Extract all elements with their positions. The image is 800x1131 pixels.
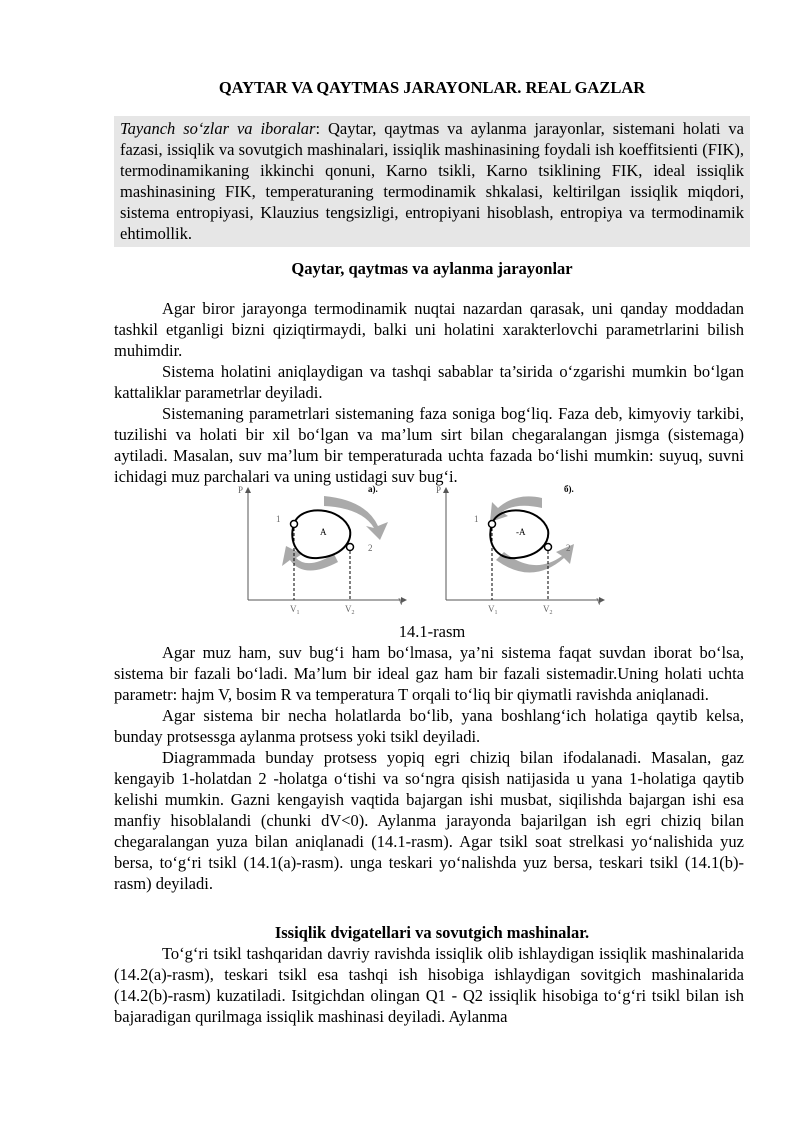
state-point: [347, 544, 354, 551]
section-heading-heat-engines: Issiqlik dvigatellari va sovutgich mashinalar.: [274, 923, 590, 942]
svg-text:V1: [290, 604, 300, 616]
p-axis-label: P: [436, 485, 442, 495]
section-heading-cycles: Qaytar, qaytmas va aylanma jarayonlar: [291, 259, 573, 278]
v1-subscript: 1: [494, 610, 498, 616]
section2-text: [114, 943, 744, 1027]
paragraph: To‘g‘ri tsikl tashqaridan davriy ravishda issiqlik olib ishlaydigan issiqlik mashinalarida (14.2(a)-rasm), teskari tsikl esa tashqi ish hisobiga ishlaydigan sovitgich mashinalarida (14.2(b)-rasm) kuzatiladi. Isitgichdan olingan Q1 - Q2 issiqlik hisobiga to‘g‘ri tsikl bilan ish bajaradigan qurilmaga issiqlik mashinasi deyiladi. Aylanma: [114, 944, 744, 1026]
counterclockwise-arrow-icon: [490, 496, 542, 522]
point-2-label: 2: [368, 543, 373, 553]
point-1-label: 1: [474, 514, 479, 524]
v1-label: V: [290, 604, 297, 614]
v-axis-label: V: [398, 597, 405, 607]
work-label: A: [320, 527, 327, 537]
paragraph: Agar biror jarayonga termodinamik nuqtai nazardan qarasak, uni qanday moddadan tashkil etganligi bizni qiziqtirmaydi, balki uni holatini xarakterlovchi parametrlarini bilish muhimdir.: [114, 299, 744, 360]
point-2-label: 2: [566, 543, 571, 553]
svg-text:V1: [488, 604, 498, 616]
state-point: [545, 544, 552, 551]
clockwise-arrow-icon: [324, 496, 388, 540]
p-axis-label: P: [238, 485, 244, 495]
paragraph: Agar muz ham, suv bug‘i ham bo‘lmasa, ya’ni sistema faqat suvdan iborat bo‘lsa, sistema bir fazali bo‘ladi. Ma’lum bir ideal gaz ham bir fazali sistemadir.Uning holati uchta parametr: hajm V, bosim R va temperatura T orqali to‘liq bir qiymatli ravishda aniqlanadi.: [114, 643, 744, 704]
figure-14-1: [238, 482, 628, 622]
svg-text:V2: [345, 604, 355, 616]
paragraph: Sistema holatini aniqlaydigan va tashqi sabablar ta’sirida o‘zgarishi mumkin bo‘lgan kattaliklar parametrlar deyiladi.: [114, 362, 744, 402]
paragraph: Diagrammada bunday protsess yopiq egri chiziq bilan ifodalanadi. Masalan, gaz kengayib 1-holatdan 2 -holatga o‘tishi va so‘ngra qisish natijasida u yana 1-holatiga qaytib kelishi mumkin. Gazni kengayish vaqtida bajargan ishi musbat, siqilishda bajargan ishi esa manfiy hisoblalandi (chunki dV<0). Aylanma jarayonda bajarilgan ish egri chiziq bilan chegaralangan yuza bilan aniqlanadi (14.1-rasm). Agar tsikl soat strelkasi yo‘nalishida yuz bersa, to‘g‘ri tsikl (14.1(a)-rasm). unga teskari yo‘nalishda yuz bersa, teskari tsikl (14.1(b)-rasm) deyiladi.: [114, 748, 744, 893]
panel-tag: a).: [368, 484, 378, 494]
document-title: QAYTAR VA QAYTMAS JARAYONLAR. REAL GAZLAR: [218, 78, 646, 97]
v1-subscript: 1: [296, 610, 300, 616]
work-label: -A: [516, 527, 526, 537]
panel-a: [238, 484, 406, 616]
section1-text: [114, 298, 744, 487]
pv-diagrams: [238, 482, 628, 622]
paragraph: Sistemaning parametrlari sistemaning faza soniga bog‘liq. Faza deb, kimyoviy tarkibi, tuzilishi va holati bir xil bo‘lgan va ma’lum sirt bilan chegaralangan jismga (sistemaga) aytiladi. Masalan, suv ma’lum bir temperaturada uchta fazada bo‘lishi mumkin: suyuq, suvni ichidagi muz parchalari va uning ustidagi suv bug‘i.: [114, 404, 744, 486]
v-axis-label: V: [596, 597, 603, 607]
keywords-label: Tayanch so‘zlar va iboralar: [120, 119, 316, 138]
point-1-label: 1: [276, 514, 281, 524]
v2-subscript: 2: [549, 610, 553, 616]
v2-label: V: [543, 604, 550, 614]
keywords-box: [114, 116, 750, 247]
v1-label: V: [488, 604, 495, 614]
state-point: [291, 521, 298, 528]
figure-caption: 14.1-rasm: [398, 622, 466, 641]
panel-tag: б).: [564, 484, 574, 494]
keywords-text: : Qaytar, qaytmas va aylanma jarayonlar, sistemani holati va fazasi, issiqlik va sovutgich mashinalari, issiqlik mashinasining foydali ish koeffitsienti (FIK), termodinamikaning ikkinchi qonuni, Karno tsikli, Karno tsiklining FIK, ideal issiqlik mashinasining FIK, temperaturaning termodinamik shkalasi, keltirilgan issiqlik miqdori, sistema entropiyasi, Klauzius tengsizligi, entropiyani hisoblash, entropiya va termodinamik ehtimollik.: [120, 119, 744, 243]
state-point: [489, 521, 496, 528]
panel-b: [436, 484, 604, 616]
v2-label: V: [345, 604, 352, 614]
section1-continued-text: [114, 642, 744, 894]
v2-subscript: 2: [351, 610, 355, 616]
svg-text:V2: [543, 604, 553, 616]
paragraph: Agar sistema bir necha holatlarda bo‘lib, yana boshlang‘ich holatiga qaytib kelsa, bunday protsessga aylanma protsess yoki tsikl deyiladi.: [114, 706, 744, 746]
